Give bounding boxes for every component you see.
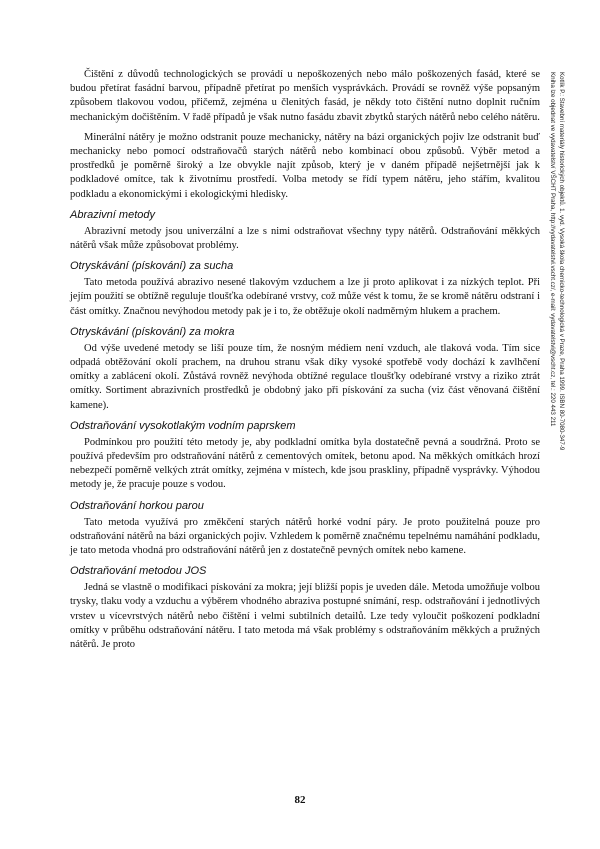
section-text-wet-blasting: Od výše uvedené metody se liší pouze tím, že nosným médiem není vzduch, ale tlaková voda. Tím sice odpadá obtěžování okolí prachem, na druhou stranu však díky vysoké spotřebě vody dochází k zavlhčení omítky a zablácení okolí. Zůstává rovněž nevýhoda obtížné regulace tloušťky odebírané vrstvy a riziko ztrát omítky. Sortiment abrazivních prostředků je obdobný jako při pískování za sucha (viz část věnovaná čištění kamene). [70,342,540,411]
page-number: 82 [294,794,306,806]
intro-paragraph-1: Čištění z důvodů technologických se provádí u nepoškozených nebo málo poškozených fasád, které se budou přetírat fasádní barvou, případně přetírat po menších vysprávkách. Provádí se rovněž výše popsaným způsobem tlakovou vodou, přičemž, zejména u členitých fasád, je někdy toto čištění nutno doplnit ručním mechanickým dočištěním. V řadě případů je však nutno fasádu zbavit zbytků starých nátěrů nebo celého nátěru. [70,69,540,123]
intro-paragraph-2: Minerální nátěry je možno odstranit pouze mechanicky, nátěry na bázi organických pojiv lze odstranit buď mechanicky nebo pomocí odstraňovačů starých nátěrů nebo kombinací obou způsobů. Výběr metod a prostředků je poměrně široký a lze obvykle najít způsob, který je v daném případě nejšetrnější jak k podkladové omítce, tak k životnímu prostředí. Volba metody se řídí typem nátěru, jeho stářím, kvalitou podkladu a ekonomickými i ekologickými hledisky. [70,131,540,200]
section-text-hot-steam: Tato metoda využívá pro změkčení starých nátěrů horké vodní páry. Je proto použitelná pouze pro odstraňování nátěrů na bázi organických pojiv. Vzhledem k poměrně značnému tepelnému namáhání podkladu, je tato metoda vhodná pro odstraňování nátěrů jen z dostatečně pevných omítek nebo kamene. [70,516,540,557]
section-heading-jos-method: Odstraňování metodou JOS [70,565,207,578]
section-text-high-pressure-water: Podmínkou pro použití této metody je, aby podkladní omítka byla dostatečně pevná a soudržná. Proto se používá především pro odstraňování nátěrů z cementových omítek, betonu apod. Na měkkých omítkách hrozí nebezpečí poměrně velkých ztrát omítky, zejména v místech, kde jsou praskliny, případně vysprávky. Výhodou metody je, že pracuje pouze s vodou. [70,436,540,491]
section-heading-wet-blasting: Otryskávání (pískování) za mokra [70,325,235,338]
section-heading-hot-steam: Odstraňování horkou parou [70,499,204,512]
side-citation-note [548,72,566,592]
section-text-abrasive: Abrazivní metody jsou univerzální a lze s nimi odstraňovat všechny typy nátěrů. Odstraňování měkkých nátěrů však může způsobovat problémy. [70,225,540,252]
section-heading-abrasive: Abrazivní metody [70,208,155,221]
section-text-dry-blasting: Tato metoda používá abrazivo nesené tlakovým vzduchem a lze ji proto aplikovat i za nízkých teplot. Při jejím použití se obtížně reguluje tloušťka odebírané vrstvy, což může vést k tomu, že se kromě nátěru odstraní i část omítky. Značnou nevýhodou metody pak je i to, že obtěžuje okolí nadměrným hlukem a prachem. [70,277,540,317]
section-heading-high-pressure-water: Odstraňování vysokotlakým vodním paprskem [70,419,296,432]
section-heading-dry-blasting: Otryskávání (pískování) za sucha [70,260,234,273]
section-text-jos-method: Jedná se vlastně o modifikaci pískování za mokra; její bližší popis je uveden dále. Metoda umožňuje volbou trysky, tlaku vody a vzduchu a výběrem vhodného abraziva postupné snímání, resp. odstraňování i jednotlivých vrstev u vícevrstvých nátěrů nebo čištění i velmi subtilních detailů. Lze tedy vyloučit poškození podkladní omítky v průběhu odstraňování nátěru. I tato metoda má však problémy s odstraňováním měkkých a pružných nátěrů. Je proto [70,582,540,651]
main-text [70,68,540,658]
side-note-line-1: Kotlík P.: Stavební materiály historických objektů. 1. vyd. Vysoká škola chemicko-technologická v Praze, Praha 1999. ISBN 80-7080-347-9 [558,72,565,451]
side-note-line-2: Kniha lze objednat ve vydavatelství VŠCHT Praha, http://vydavatelstvi.vscht.cz/, e-mail: vydavatelstvi@vscht.cz, tel.: 220 443 211 [549,72,556,427]
